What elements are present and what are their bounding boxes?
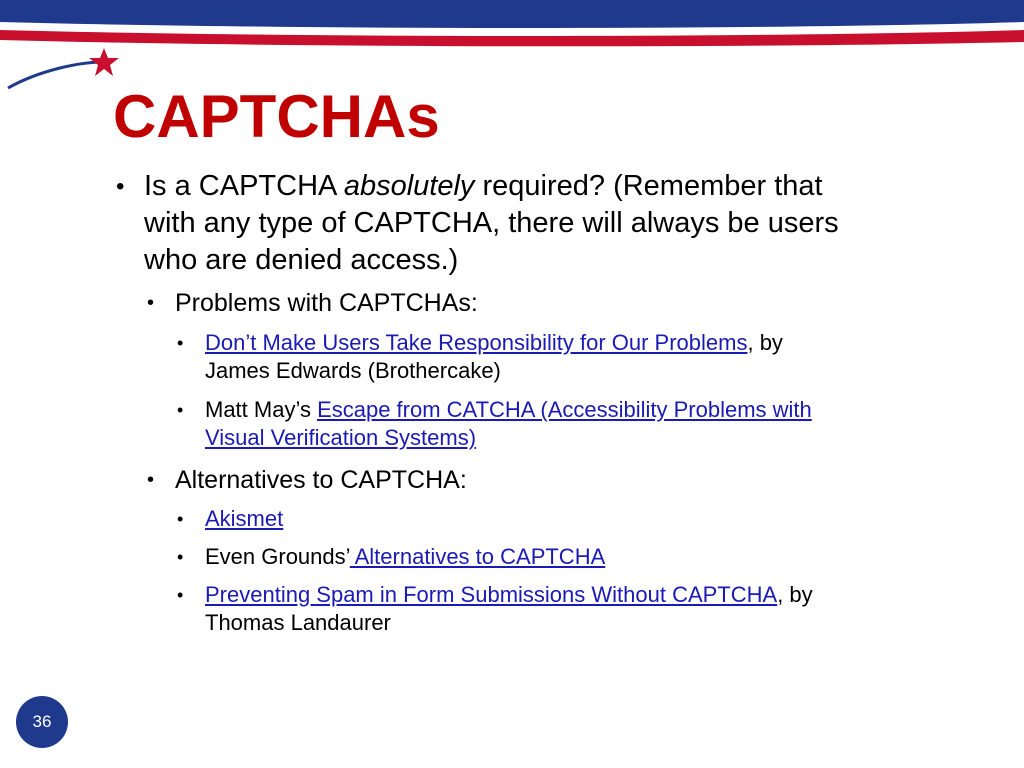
bullet-text-post: , by (747, 330, 783, 355)
bullet-captcha-required (116, 168, 984, 279)
bullet-text-line3: who are denied access.) (144, 244, 459, 276)
bullet-dot-icon: • (177, 509, 184, 529)
page-number-badge (16, 696, 68, 748)
bullet-escape-from-catcha (177, 396, 975, 452)
bullet-dot-icon: • (177, 585, 184, 605)
slide-title: CAPTCHAs (113, 83, 440, 150)
link-akismet[interactable]: Akismet (205, 506, 284, 531)
bullet-text-post: , by (777, 582, 813, 607)
bullet-dot-icon: • (116, 173, 125, 200)
link-alternatives-to-captcha[interactable]: Alternatives to CAPTCHA (349, 544, 606, 569)
bullet-alternatives-heading (147, 464, 975, 496)
bullet-text-pre: Even Grounds’ (205, 544, 350, 569)
bullet-even-grounds (177, 543, 975, 571)
bullet-text-line2: James Edwards (Brothercake) (205, 358, 501, 383)
bullet-dont-make-users (177, 329, 975, 385)
bullet-text-pre: Is a CAPTCHA (144, 170, 344, 202)
bullet-dot-icon: • (177, 400, 184, 420)
banner-red-stripe (0, 30, 1024, 46)
bullet-text-emphasis: absolutely (343, 170, 475, 202)
bullet-problems-heading (147, 287, 975, 319)
bullet-text-line2: with any type of CAPTCHA, there will always be users (144, 207, 839, 239)
bullet-text: Alternatives to CAPTCHA: (175, 466, 467, 494)
link-escape-from-catcha[interactable]: Escape from CATCHA (Accessibility Problems with (317, 397, 812, 422)
bullet-text-line2: Thomas Landaurer (205, 610, 391, 635)
bullet-akismet (177, 505, 975, 533)
banner-blue-band (0, 0, 1024, 28)
bullet-dot-icon: • (147, 469, 155, 491)
bullet-dot-icon: • (177, 333, 184, 353)
link-preventing-spam[interactable]: Preventing Spam in Form Submissions Without CAPTCHA (205, 582, 778, 607)
bullet-text-pre: Matt May’s (205, 397, 318, 422)
bullet-text: Problems with CAPTCHAs: (175, 289, 478, 317)
page-number: 36 (32, 712, 52, 731)
link-escape-from-catcha-cont[interactable]: Visual Verification Systems) (205, 425, 477, 450)
bullet-dot-icon: • (177, 547, 184, 567)
bullet-text-post: required? (Remember that (474, 170, 823, 202)
link-dont-make-users[interactable]: Don’t Make Users Take Responsibility for Our Problems (205, 330, 748, 355)
bullet-preventing-spam (177, 581, 975, 637)
bullet-dot-icon: • (147, 292, 155, 314)
swoosh-line (8, 62, 104, 88)
